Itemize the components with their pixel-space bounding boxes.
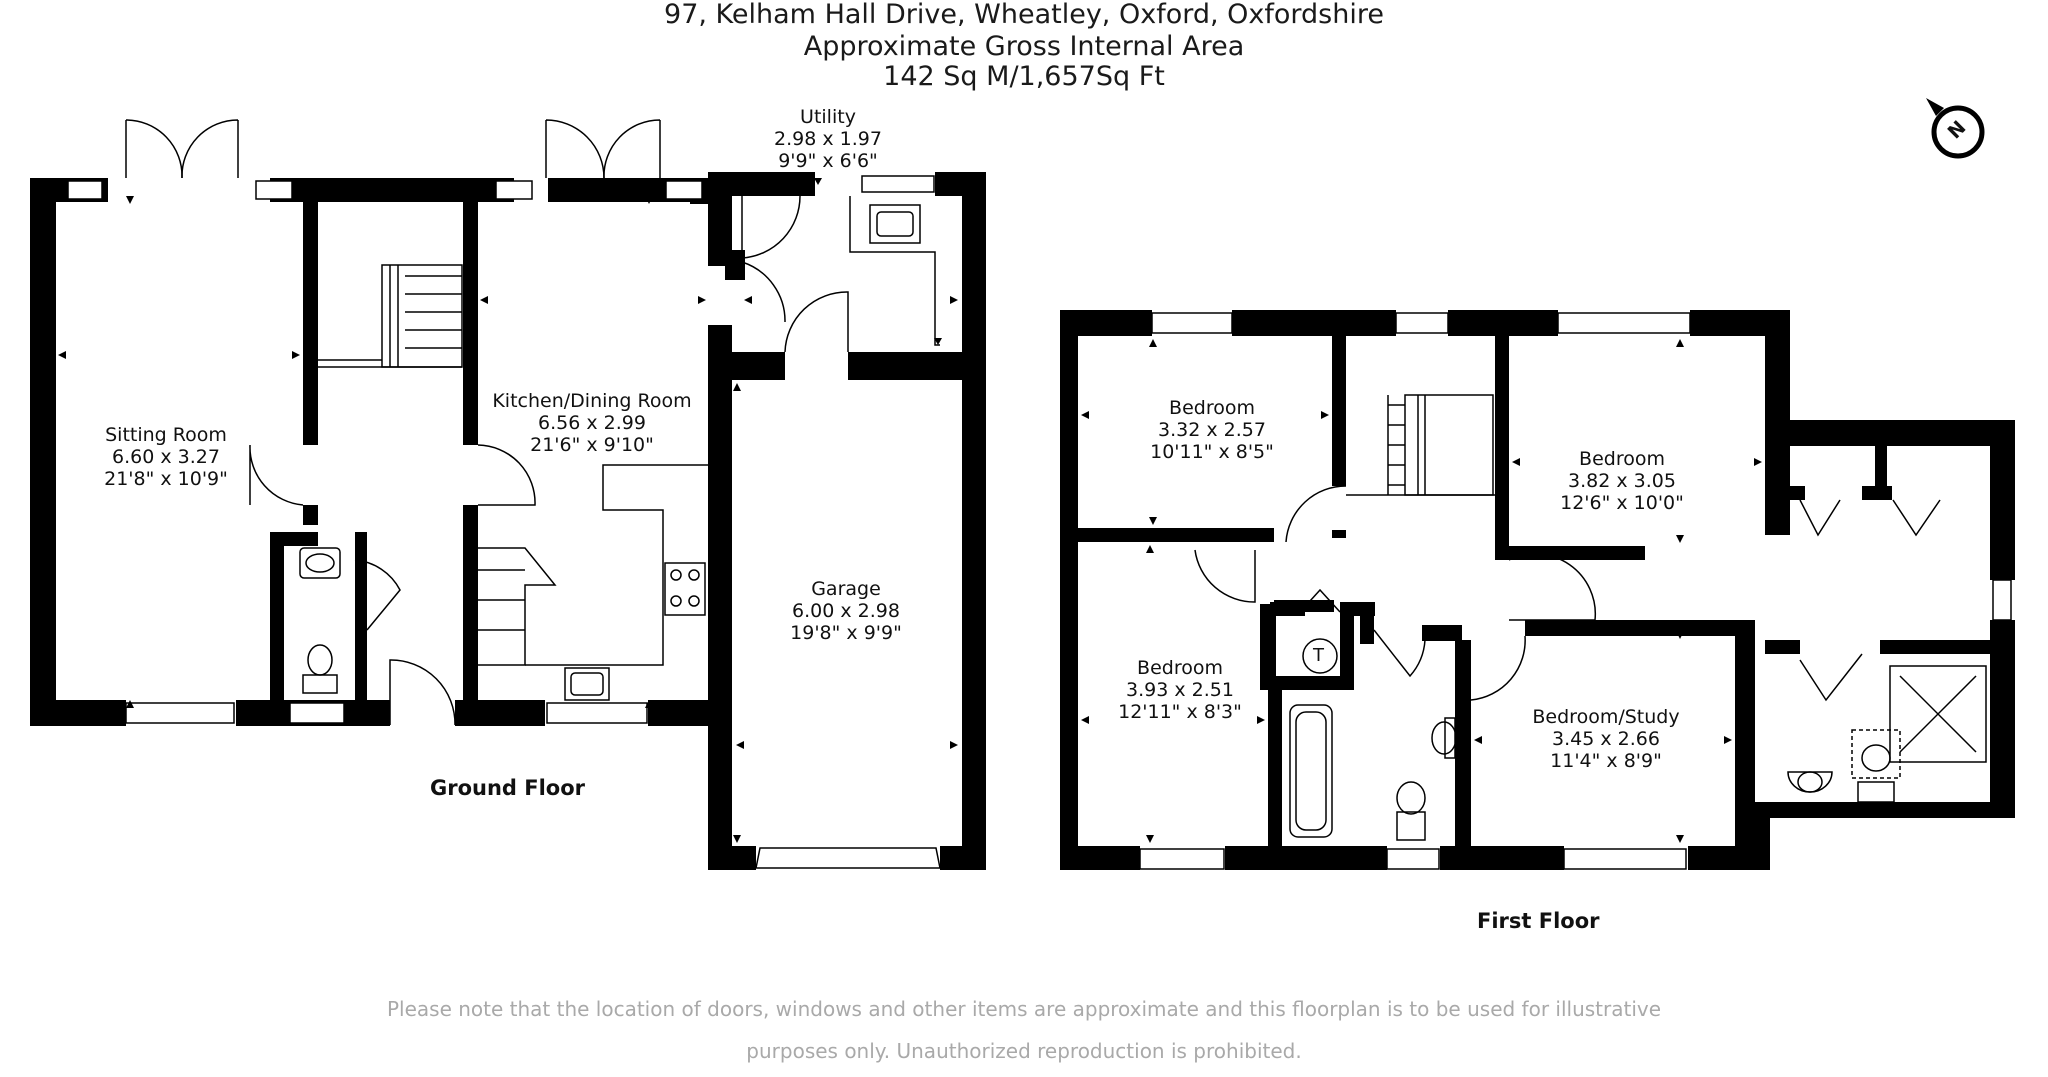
ground-doors bbox=[126, 120, 940, 868]
first-doors bbox=[1195, 486, 1940, 700]
room-kitchen-metric: 6.56 x 2.99 bbox=[538, 412, 646, 434]
room-utility bbox=[774, 106, 882, 172]
area-label: Approximate Gross Internal Area bbox=[803, 31, 1245, 62]
room-utility-metric: 2.98 x 1.97 bbox=[774, 128, 882, 150]
room-study-metric: 3.45 x 2.66 bbox=[1552, 728, 1660, 750]
room-bedroom-1-imperial: 10'11" x 8'5" bbox=[1150, 441, 1274, 463]
room-study bbox=[1532, 706, 1679, 772]
room-study-name: Bedroom/Study bbox=[1532, 706, 1680, 728]
ground-floor-label: Ground Floor bbox=[430, 776, 586, 800]
room-garage-metric: 6.00 x 2.98 bbox=[792, 600, 900, 622]
room-kitchen-imperial: 21'6" x 9'10" bbox=[530, 434, 654, 456]
room-garage bbox=[790, 578, 902, 644]
room-bedroom-2-name: Bedroom bbox=[1579, 448, 1665, 470]
disclaimer-line-2: purposes only. Unauthorized reproduction is prohibited. bbox=[746, 1039, 1302, 1063]
compass-letter: N bbox=[1943, 116, 1971, 144]
room-bedroom-3-metric: 3.93 x 2.51 bbox=[1126, 679, 1234, 701]
room-sitting-name: Sitting Room bbox=[105, 424, 227, 446]
room-utility-imperial: 9'9" x 6'6" bbox=[778, 150, 878, 172]
room-bedroom-3-imperial: 12'11" x 8'3" bbox=[1118, 701, 1242, 723]
first-floor-label: First Floor bbox=[1477, 909, 1600, 933]
room-kitchen bbox=[492, 390, 691, 456]
room-bedroom-2 bbox=[1560, 448, 1684, 514]
address-title: 97, Kelham Hall Drive, Wheatley, Oxford, Oxfordshire bbox=[664, 0, 1384, 30]
room-bedroom-3-name: Bedroom bbox=[1137, 657, 1223, 679]
tank-symbol: T bbox=[1313, 645, 1324, 666]
room-garage-name: Garage bbox=[811, 578, 881, 600]
room-kitchen-name: Kitchen/Dining Room bbox=[492, 390, 692, 412]
ground-floor-walls bbox=[30, 172, 986, 870]
room-bedroom-1 bbox=[1150, 397, 1274, 463]
disclaimer-line-1: Please note that the location of doors, windows and other items are approximate and this floorplan is to be used for illustrative bbox=[386, 997, 1662, 1021]
disclaimer bbox=[0, 988, 2048, 1072]
room-sitting bbox=[104, 424, 228, 490]
room-bedroom-1-metric: 3.32 x 2.57 bbox=[1158, 419, 1266, 441]
room-bedroom-2-imperial: 12'6" x 10'0" bbox=[1560, 492, 1684, 514]
room-bedroom-1-name: Bedroom bbox=[1169, 397, 1255, 419]
ground-dimension-ticks bbox=[58, 178, 958, 843]
room-sitting-imperial: 21'8" x 10'9" bbox=[104, 468, 228, 490]
room-garage-imperial: 19'8" x 9'9" bbox=[790, 622, 902, 644]
room-study-imperial: 11'4" x 8'9" bbox=[1550, 750, 1662, 772]
room-bedroom-2-metric: 3.82 x 3.05 bbox=[1568, 470, 1676, 492]
room-utility-name: Utility bbox=[800, 106, 856, 128]
ground-stairs bbox=[318, 265, 555, 665]
first-floor-walls bbox=[1060, 310, 2015, 870]
room-bedroom-3 bbox=[1118, 657, 1242, 723]
area-value: 142 Sq M/1,657Sq Ft bbox=[883, 61, 1165, 92]
room-sitting-metric: 6.60 x 3.27 bbox=[112, 446, 220, 468]
